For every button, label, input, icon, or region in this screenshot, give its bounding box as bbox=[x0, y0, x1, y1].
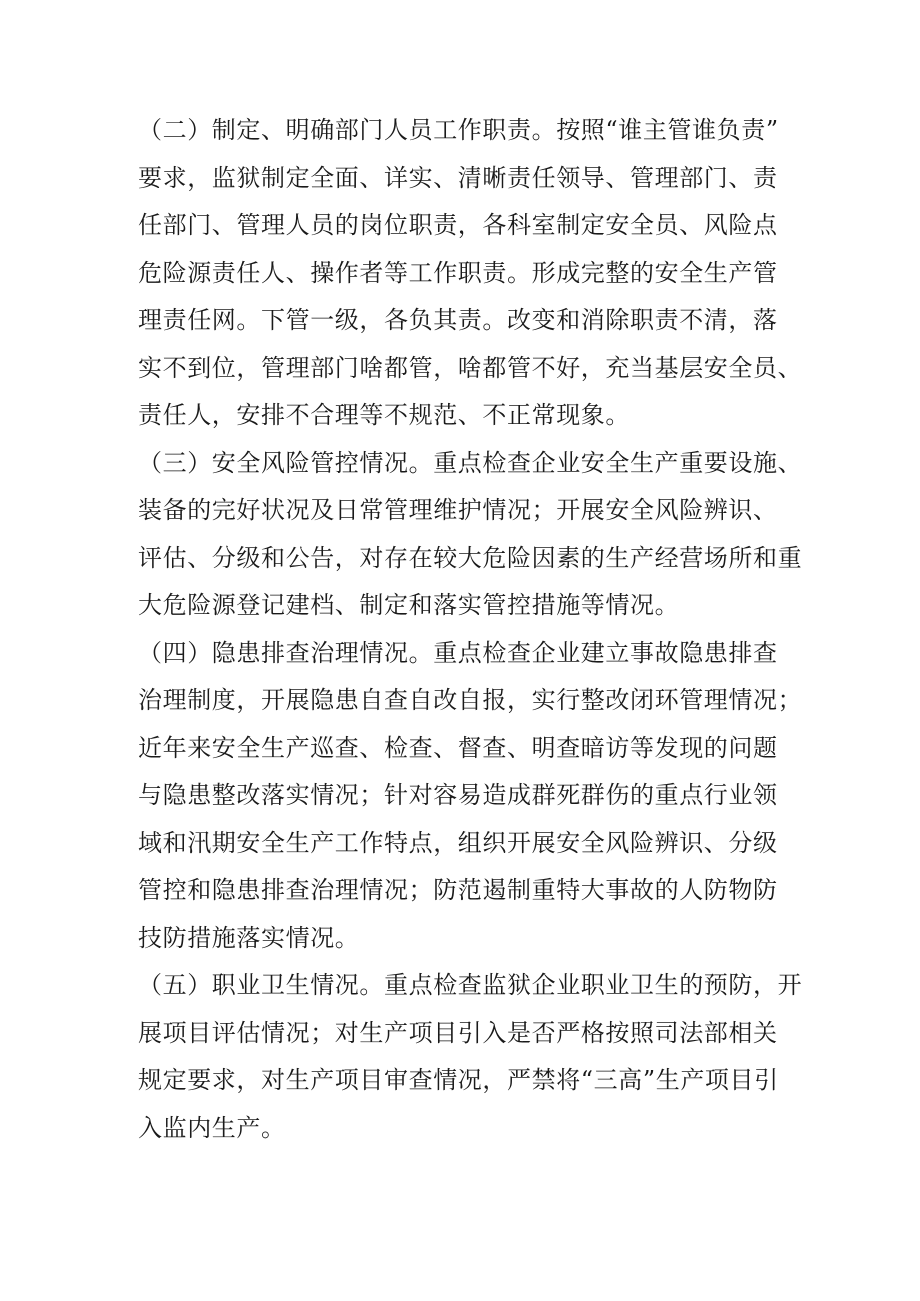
paragraph-risk-control bbox=[138, 440, 803, 630]
text-line: 评估、分级和公告，对存在较大危险因素的生产经营场所和重 bbox=[138, 543, 803, 572]
text-line: 管控和隐患排查治理情况；防范遏制重特大事故的人防物防 bbox=[138, 876, 778, 904]
text-line: 要求，监狱制定全面、详实、清晰责任领导、管理部门、责 bbox=[138, 163, 778, 192]
text-line: 近年来安全生产巡查、检查、督查、明查暗访等发现的问题 bbox=[138, 733, 778, 762]
text-line: 域和汛期安全生产工作特点，组织开展安全风险辨识、分级 bbox=[138, 828, 778, 857]
text-line: 装备的完好状况及日常管理维护情况；开展安全风险辨识、 bbox=[138, 496, 778, 524]
text-line: （四）隐患排查治理情况。重点检查企业建立事故隐患排查 bbox=[138, 638, 778, 667]
text-line: （三）安全风险管控情况。重点检查企业安全生产重要设施、 bbox=[138, 448, 803, 477]
paragraph-responsibilities bbox=[138, 107, 803, 440]
text-line: （五）职业卫生情况。重点检查监狱企业职业卫生的预防，开 bbox=[138, 971, 803, 999]
text-line: 任部门、管理人员的岗位职责，各科室制定安全员、风险点 bbox=[138, 211, 778, 239]
text-line: （二）制定、明确部门人员工作职责。按照“谁主管谁负责” bbox=[138, 116, 779, 144]
document-body bbox=[138, 107, 803, 1152]
paragraph-hazard-inspection bbox=[138, 630, 803, 963]
text-line: 理责任网。下管一级，各负其责。改变和消除职责不清，落 bbox=[138, 306, 778, 334]
text-line: 危险源责任人、操作者等工作职责。形成完整的安全生产管 bbox=[138, 258, 778, 287]
text-line: 与隐患整改落实情况；针对容易造成群死群伤的重点行业领 bbox=[138, 781, 778, 809]
text-line: 规定要求，对生产项目审查情况，严禁将“三高”生产项目引 bbox=[138, 1066, 779, 1094]
text-line: 大危险源登记建档、制定和落实管控措施等情况。 bbox=[138, 591, 680, 619]
text-line: 展项目评估情况；对生产项目引入是否严格按照司法部相关 bbox=[138, 1018, 778, 1047]
text-line: 技防措施落实情况。 bbox=[138, 923, 360, 952]
text-line: 责任人，安排不合理等不规范、不正常现象。 bbox=[138, 401, 630, 429]
text-line: 治理制度，开展隐患自查自改自报，实行整改闭环管理情况； bbox=[138, 686, 803, 714]
text-line: 入监内生产。 bbox=[138, 1113, 286, 1142]
text-line: 实不到位，管理部门啥都管，啥都管不好，充当基层安全员、 bbox=[138, 353, 803, 382]
paragraph-occupational-health bbox=[138, 962, 803, 1152]
